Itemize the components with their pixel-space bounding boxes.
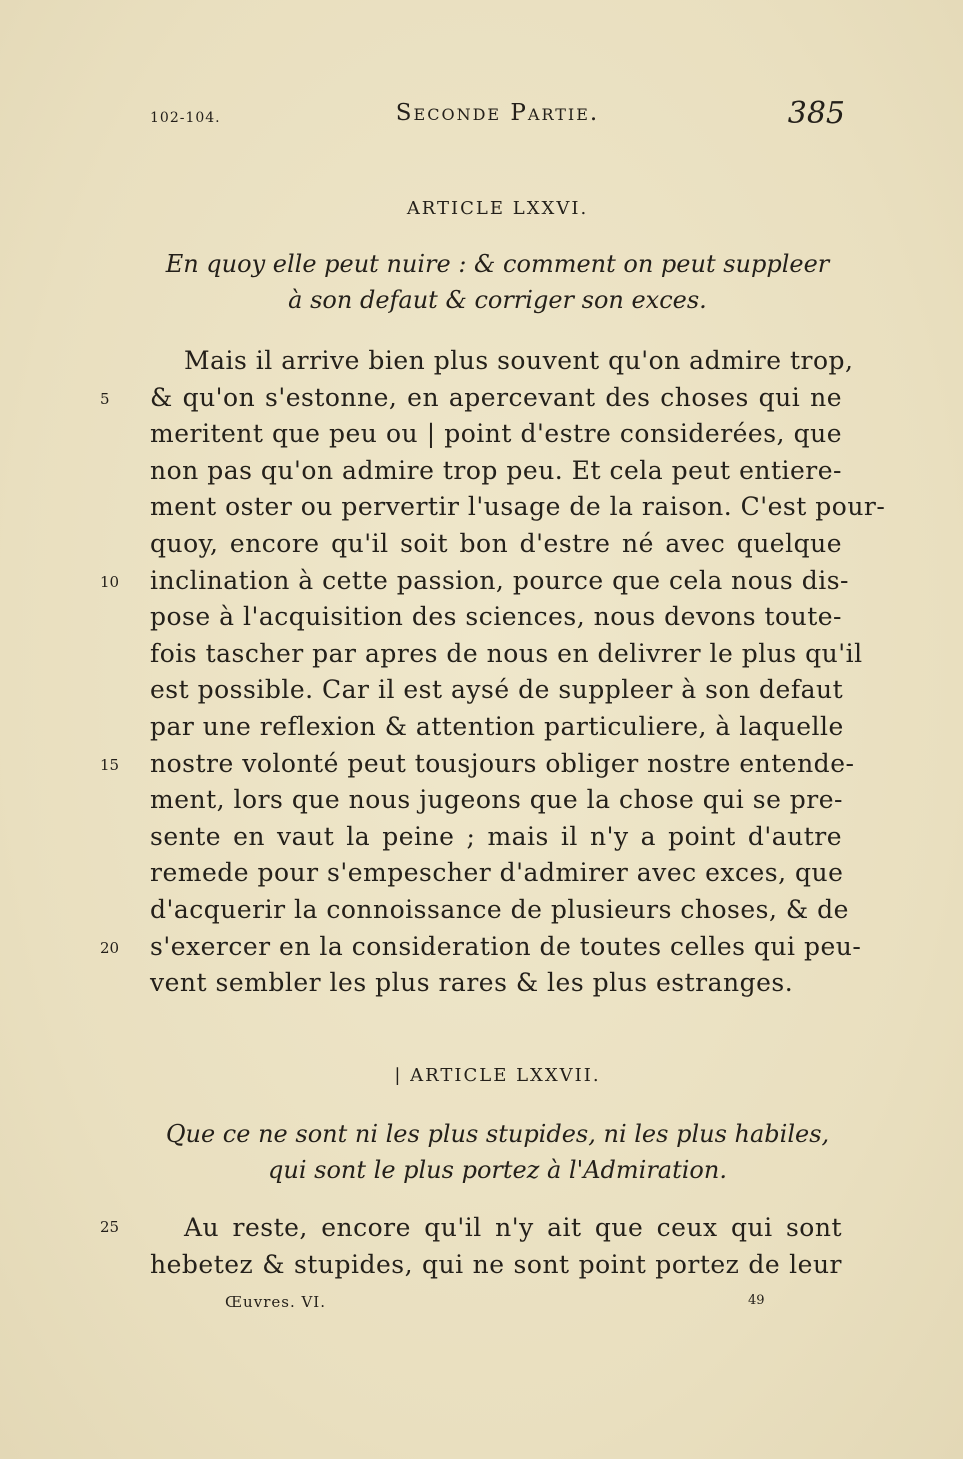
line-number: 15 — [100, 756, 120, 774]
text-line: pose à l'acquisition des sciences, nous devons toute- — [150, 602, 843, 632]
running-header — [150, 96, 845, 136]
page-number: 385 — [787, 96, 845, 131]
article-subtitle-line: En quoy elle peut nuire : & comment on peut suppleer — [165, 250, 830, 278]
text-line: ment, lors que nous jugeons que la chose qui se pre- — [150, 785, 844, 815]
text-line: quoy, encore qu'il soit bon d'estre né avec quelque — [150, 528, 842, 558]
article-subtitle-line: Que ce ne sont ni les plus stupides, ni les plus habiles, — [165, 1120, 830, 1148]
article-title: ARTICLE LXXVI. — [406, 198, 589, 219]
text-line: Au reste, encore qu'il n'y ait que ceux qui sont — [184, 1213, 842, 1242]
line-number: 20 — [100, 939, 120, 957]
text-line: meritent que peu ou | point d'estre considerées, que — [150, 419, 842, 449]
text-line: sente en vaut la peine ; mais il n'y a point d'autre — [150, 821, 842, 851]
article-subtitle — [150, 1116, 845, 1188]
text-line: non pas qu'on admire trop peu. Et cela peut entiere- — [150, 455, 842, 485]
line-number: 10 — [100, 573, 120, 591]
article-body — [150, 343, 886, 1002]
volume-signature: Œuvres. VI. — [225, 1293, 326, 1311]
text-line: d'acquerir la connoissance de plusieurs choses, & de — [150, 894, 849, 924]
article-title: | ARTICLE LXXVII. — [394, 1065, 601, 1086]
header-article-range: 102-104. — [150, 110, 221, 126]
text-line: par une reflexion & attention particuliere, à laquelle — [150, 711, 844, 741]
article-body — [150, 1210, 842, 1283]
text-line: s'exercer en la consideration de toutes celles qui peu- — [150, 931, 862, 961]
text-line: nostre volonté peut tousjours obliger nostre entende- — [150, 748, 855, 778]
header-section-title: Seconde Partie. — [395, 100, 600, 126]
text-line: vent sembler les plus rares & les plus estranges. — [150, 968, 794, 998]
text-line: & qu'on s'estonne, en apercevant des choses qui ne — [150, 382, 842, 412]
text-line: fois tascher par apres de nous en delivrer le plus qu'il — [150, 638, 863, 668]
article-subtitle-line: qui sont le plus portez à l'Admiration. — [268, 1156, 727, 1184]
text-line: remede pour s'empescher d'admirer avec exces, que — [150, 858, 844, 888]
article-subtitle — [150, 246, 845, 318]
article-subtitle-line: à son defaut & corriger son exces. — [288, 286, 707, 314]
gathering-number: 49 — [748, 1293, 765, 1308]
text-line: Mais il arrive bien plus souvent qu'on admire trop, — [184, 346, 854, 375]
line-number: 5 — [100, 390, 110, 408]
text-line: inclination à cette passion, pource que cela nous dis- — [150, 565, 849, 595]
text-line: est possible. Car il est aysé de suppleer à son defaut — [150, 675, 844, 705]
text-line: hebetez & stupides, qui ne sont point portez de leur — [150, 1249, 842, 1279]
line-number: 25 — [100, 1218, 120, 1236]
text-line: ment oster ou pervertir l'usage de la raison. C'est pour- — [150, 492, 886, 522]
